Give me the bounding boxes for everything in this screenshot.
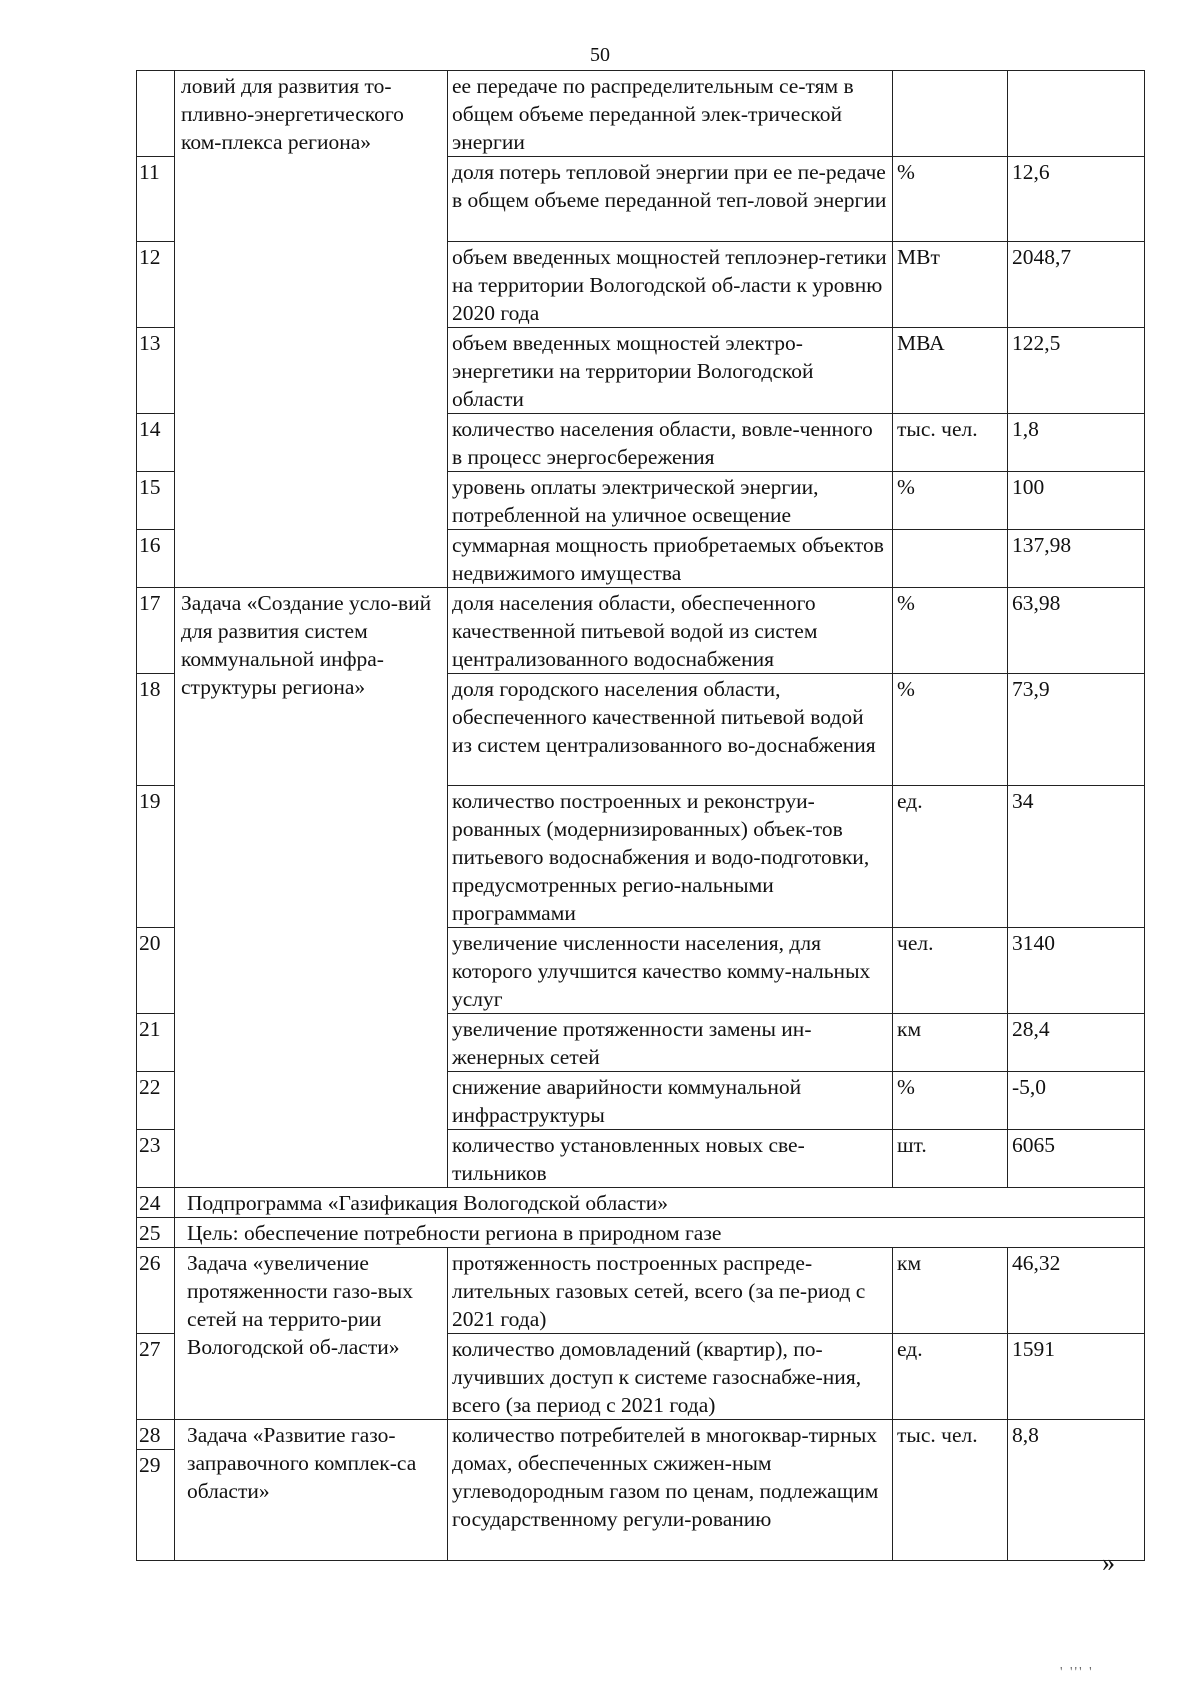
indicator-cell: объем введенных мощностей теплоэнер-гетики на территории Вологодской об-ласти к уровню 2020 года (448, 242, 893, 328)
value-cell: 73,9 (1008, 674, 1145, 786)
value-cell: 1591 (1008, 1334, 1145, 1420)
indicator-cell: снижение аварийности коммунальной инфраструктуры (448, 1072, 893, 1130)
indicators-table (136, 70, 1145, 1561)
value-cell: 46,32 (1008, 1248, 1145, 1334)
value-cell: 2048,7 (1008, 242, 1145, 328)
unit-cell: ед. (893, 786, 1008, 928)
value-cell: -5,0 (1008, 1072, 1145, 1130)
row-number: 12 (137, 242, 175, 328)
row-number: 18 (137, 674, 175, 786)
value-cell: 122,5 (1008, 328, 1145, 414)
table-row (137, 1218, 1145, 1248)
row-number: 22 (137, 1072, 175, 1130)
row-number: 14 (137, 414, 175, 472)
table-row (137, 588, 1145, 674)
unit-cell: тыс. чел. (893, 1420, 1008, 1561)
unit-cell: ед. (893, 1334, 1008, 1420)
row-number: 29 (137, 1450, 175, 1561)
table-row (137, 1188, 1145, 1218)
row-number: 19 (137, 786, 175, 928)
indicator-cell: количество потребителей в многоквар-тирных домах, обеспеченных сжижен-ным углеводородным газом по ценам, подлежащим государственному регули-рованию (448, 1420, 893, 1561)
value-cell: 137,98 (1008, 530, 1145, 588)
unit-cell: % (893, 472, 1008, 530)
indicator-cell: количество установленных новых све-тильников (448, 1130, 893, 1188)
unit-cell: шт. (893, 1130, 1008, 1188)
unit-cell: % (893, 674, 1008, 786)
task-cell: Задача «увеличение протяженности газо-вых сетей на террито-рии Вологодской об-ласти» (175, 1248, 448, 1420)
task-cell: Задача «Создание усло-вий для развития систем коммунальной инфра-структуры региона» (175, 588, 448, 1188)
row-number: 17 (137, 588, 175, 674)
unit-cell (893, 530, 1008, 588)
indicator-cell: уровень оплаты электрической энергии, потребленной на уличное освещение (448, 472, 893, 530)
table-row (137, 1248, 1145, 1334)
row-number: 27 (137, 1334, 175, 1420)
unit-cell: тыс. чел. (893, 414, 1008, 472)
indicator-cell: увеличение протяженности замены ин-женерных сетей (448, 1014, 893, 1072)
page-number: 50 (590, 44, 610, 66)
unit-cell: чел. (893, 928, 1008, 1014)
unit-cell: % (893, 157, 1008, 242)
unit-cell: МВА (893, 328, 1008, 414)
row-number: 23 (137, 1130, 175, 1188)
row-number: 13 (137, 328, 175, 414)
row-number: 11 (137, 157, 175, 242)
value-cell: 1,8 (1008, 414, 1145, 472)
value-cell (1008, 71, 1145, 157)
goal-text: Цель: обеспечение потребности региона в природном газе (175, 1218, 1145, 1248)
unit-cell: % (893, 1072, 1008, 1130)
indicator-cell: ее передаче по распределительным се-тям в общем объеме переданной элек-трической энергии (448, 71, 893, 157)
table-row (137, 71, 1145, 157)
table-row (137, 1420, 1145, 1450)
row-number: 20 (137, 928, 175, 1014)
closing-quote: » (1102, 1548, 1115, 1577)
footer-marks: ' ''' ' (1060, 1665, 1094, 1680)
value-cell: 28,4 (1008, 1014, 1145, 1072)
indicator-cell: увеличение численности населения, для которого улучшится качество комму-нальных услуг (448, 928, 893, 1014)
indicator-cell: доля потерь тепловой энергии при ее пе-редаче в общем объеме переданной теп-ловой энергии (448, 157, 893, 242)
row-number: 15 (137, 472, 175, 530)
value-cell: 63,98 (1008, 588, 1145, 674)
row-number: 25 (137, 1218, 175, 1248)
value-cell: 34 (1008, 786, 1145, 928)
row-number: 24 (137, 1188, 175, 1218)
task-cell: Задача «Развитие газо-заправочного комплек-са области» (175, 1420, 448, 1561)
row-number: 16 (137, 530, 175, 588)
indicator-cell: протяженность построенных распреде-лительных газовых сетей, всего (за пе-риод с 2021 года) (448, 1248, 893, 1334)
unit-cell: МВт (893, 242, 1008, 328)
value-cell: 3140 (1008, 928, 1145, 1014)
task-cell: ловий для развития то-пливно-энергетического ком-плекса региона» (175, 71, 448, 588)
value-cell: 100 (1008, 472, 1145, 530)
unit-cell (893, 71, 1008, 157)
indicator-cell: количество построенных и реконструи-рованных (модернизированных) объек-тов питьевого водоснабжения и водо-подготовки, предусмотренных регио-нальными программами (448, 786, 893, 928)
value-cell: 6065 (1008, 1130, 1145, 1188)
indicator-cell: количество домовладений (квартир), по-лучивших доступ к системе газоснабже-ния, всего (за период с 2021 года) (448, 1334, 893, 1420)
indicator-cell: суммарная мощность приобретаемых объектов недвижимого имущества (448, 530, 893, 588)
indicator-cell: доля городского населения области, обеспеченного качественной питьевой водой из систем централизованного во-доснабжения (448, 674, 893, 786)
row-number (137, 71, 175, 157)
subprogram-title: Подпрограмма «Газификация Вологодской области» (175, 1188, 1145, 1218)
value-cell: 8,8 (1008, 1420, 1145, 1561)
unit-cell: км (893, 1248, 1008, 1334)
unit-cell: км (893, 1014, 1008, 1072)
row-number: 26 (137, 1248, 175, 1334)
indicator-cell: доля населения области, обеспеченного качественной питьевой водой из систем централизованного водоснабжения (448, 588, 893, 674)
row-number: 28 (137, 1420, 175, 1450)
value-cell: 12,6 (1008, 157, 1145, 242)
unit-cell: % (893, 588, 1008, 674)
indicator-cell: количество населения области, вовле-ченного в процесс энергосбережения (448, 414, 893, 472)
row-number: 21 (137, 1014, 175, 1072)
indicator-cell: объем введенных мощностей электро-энергетики на территории Вологодской области (448, 328, 893, 414)
